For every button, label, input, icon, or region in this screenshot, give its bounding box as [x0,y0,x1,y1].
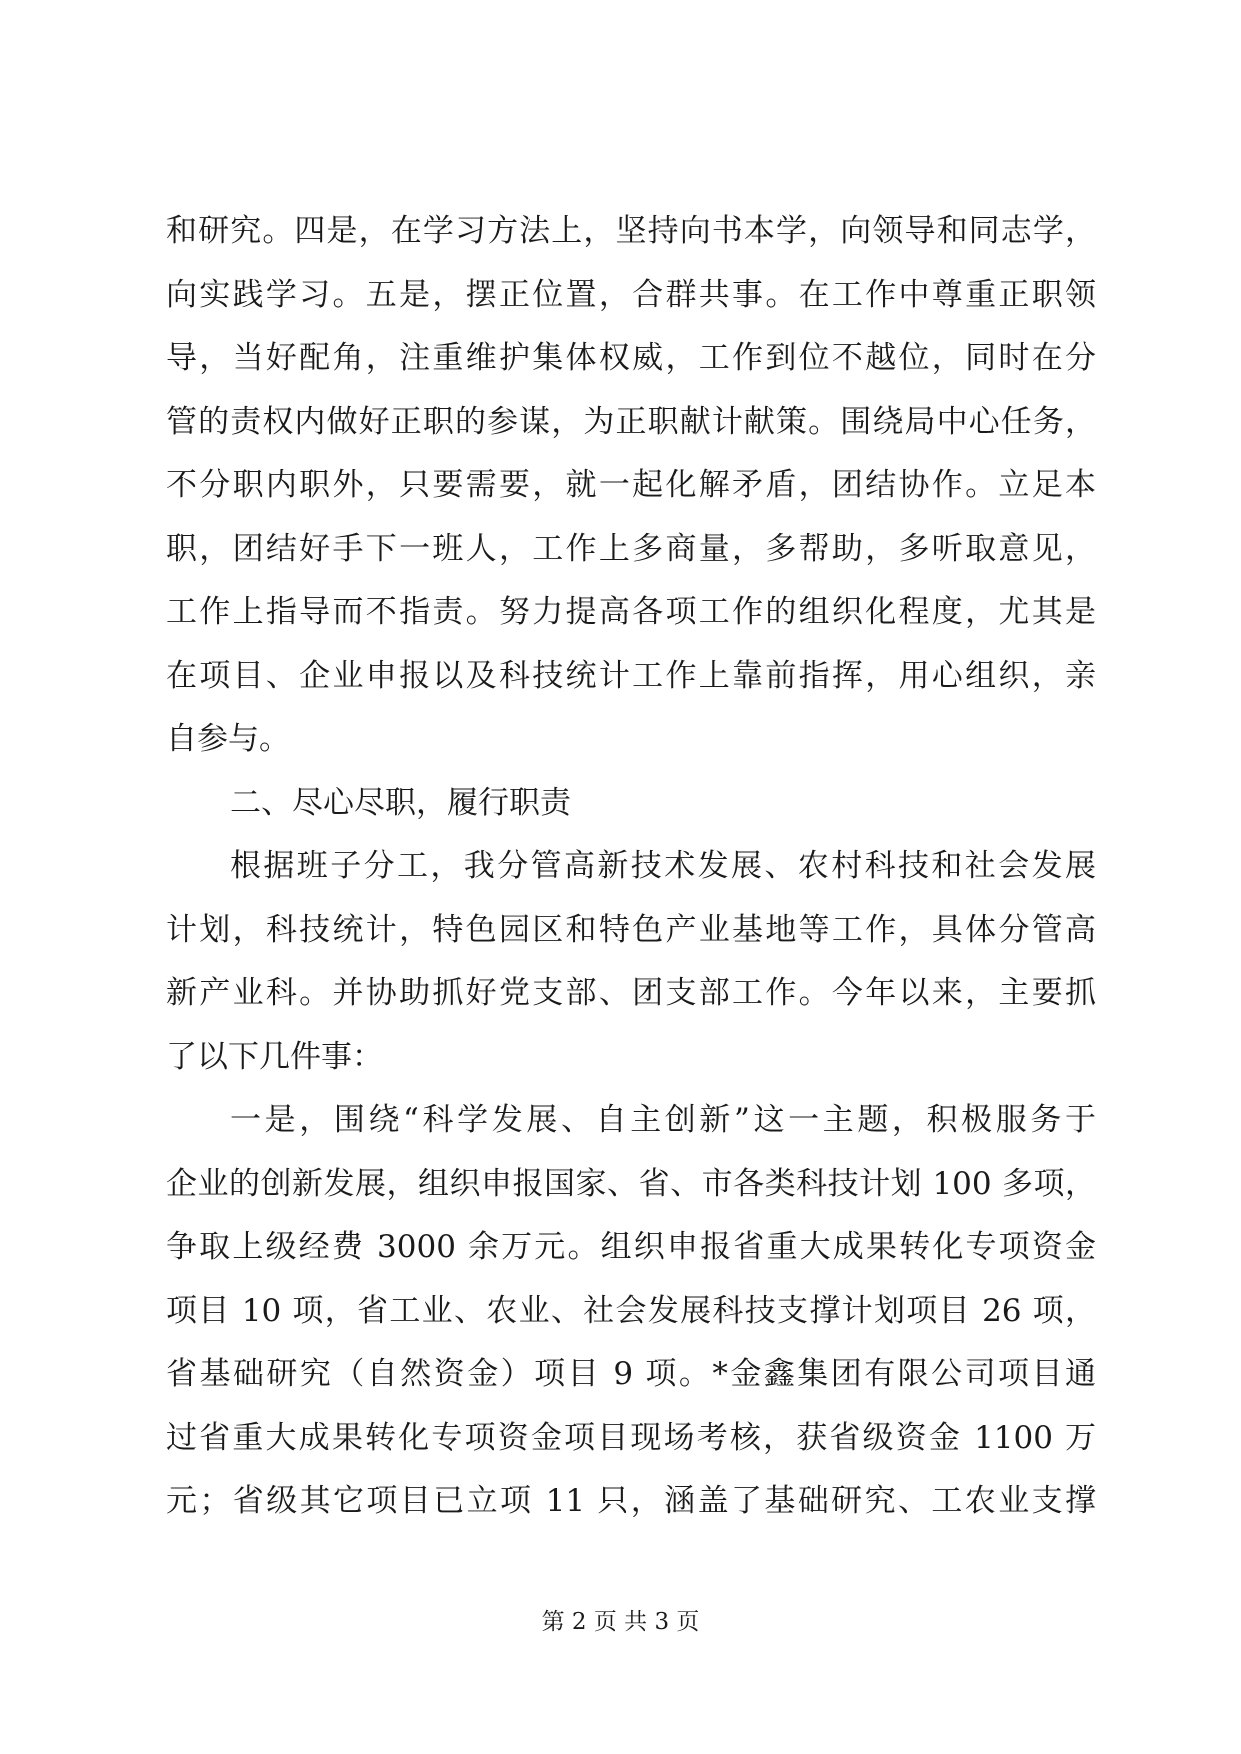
text-line: 工作上指导而不指责。努力提高各项工作的组织化程度，尤其是 [166,594,1096,630]
text-line: 管的责权内做好正职的参谋，为正职献计献策。围绕局中心任务， [166,403,1096,440]
section-heading: 二、尽心尽职，履行职责 [230,784,571,821]
text-line: 在项目、企业申报以及科技统计工作上靠前指挥，用心组织，亲 [166,657,1096,694]
page-number-footer: 第 2 页 共 3 页 [541,1609,700,1635]
text-line: 根据班子分工，我分管高新技术发展、农村科技和社会发展 [230,848,1096,884]
text-line: 元；省级其它项目已立项 11 只，涵盖了基础研究、工农业支撑 [166,1483,1096,1519]
text-line: 自参与。 [166,721,290,757]
text-line: 新产业科。并协助抓好党支部、团支部工作。今年以来，主要抓 [166,975,1096,1011]
text-line: 项目 10 项，省工业、农业、社会发展科技支撑计划项目 26 项， [166,1292,1096,1329]
text-line: 争取上级经费 3000 余万元。组织申报省重大成果转化专项资金 [166,1229,1096,1265]
text-line: 职，团结好手下一班人，工作上多商量，多帮助，多听取意见， [166,530,1096,567]
text-line: 和研究。四是，在学习方法上，坚持向书本学，向领导和同志学， [166,213,1096,249]
text-line: 计划，科技统计，特色园区和特色产业基地等工作，具体分管高 [166,911,1096,948]
text-line: 省基础研究（自然资金）项目 9 项。*金鑫集团有限公司项目通 [166,1356,1096,1392]
text-line: 企业的创新发展，组织申报国家、省、市各类科技计划 100 多项， [166,1165,1096,1202]
text-line: 不分职内职外，只要需要，就一起化解矛盾，团结协作。立足本 [166,467,1096,503]
text-line: 过省重大成果转化专项资金项目现场考核，获省级资金 1100 万 [166,1419,1096,1456]
text-line: 一是，围绕“科学发展、自主创新”这一主题，积极服务于 [230,1102,1096,1138]
body-text [166,200,1096,1534]
text-line: 了以下几件事： [166,1038,383,1075]
text-line: 导，当好配角，注重维护集体权威，工作到位不越位，同时在分 [166,340,1096,376]
text-line: 向实践学习。五是，摆正位置，合群共事。在工作中尊重正职领 [166,276,1096,313]
